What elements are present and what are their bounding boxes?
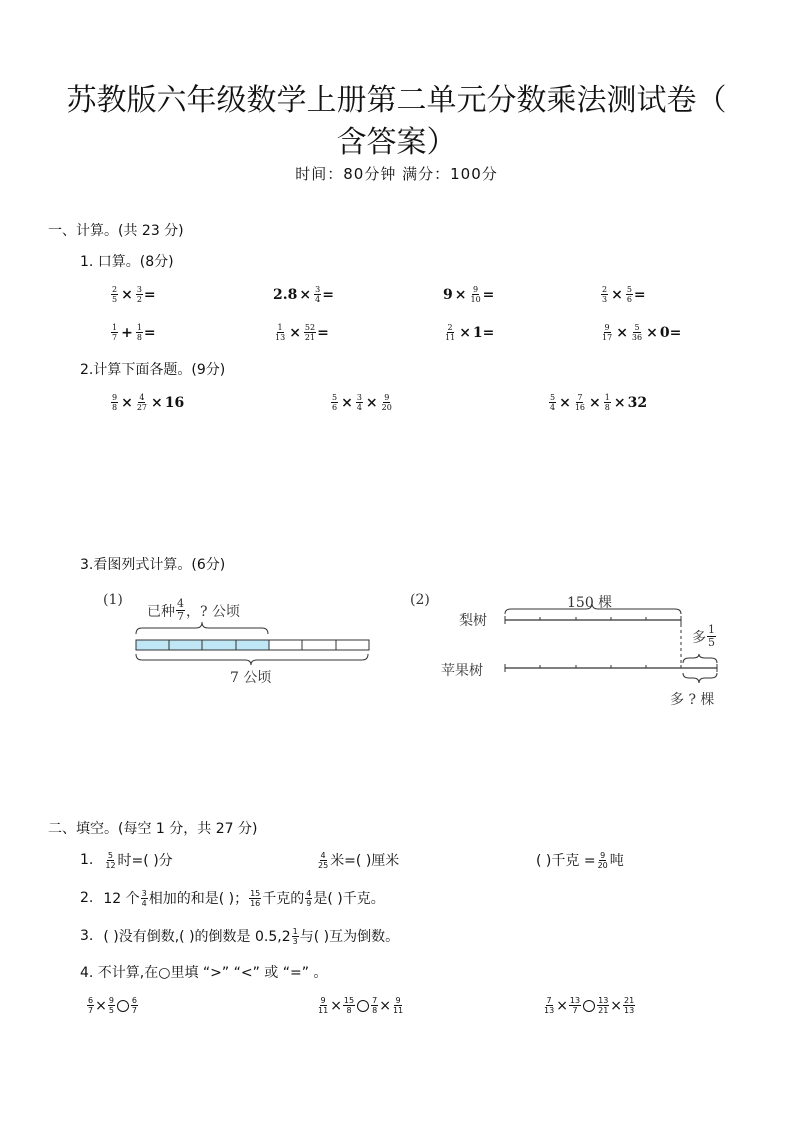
numerator: 1: [136, 323, 142, 332]
operator: ×: [611, 286, 623, 303]
question-number: 2.: [80, 890, 94, 906]
fraction: [444, 323, 456, 342]
operator: ×: [151, 394, 163, 411]
fig2-side-label: [692, 624, 717, 649]
operator: ×: [341, 394, 353, 411]
oral-calc-6: [273, 323, 329, 342]
fig2-bottom-label: 多 ? 棵: [670, 692, 715, 708]
numerator: 1: [604, 393, 610, 402]
number: 2.8: [273, 286, 298, 303]
fraction: [601, 323, 613, 342]
numerator: 6: [131, 996, 138, 1005]
oral-calc-5: [110, 323, 156, 342]
fraction: [274, 323, 286, 342]
denominator: 16: [250, 898, 261, 908]
numerator: 15: [250, 888, 261, 898]
question-text: 相加的和是( )；: [148, 891, 249, 907]
fraction: [317, 996, 329, 1015]
equals: =: [482, 286, 495, 303]
denominator: 8: [604, 403, 610, 412]
numerator: 3: [356, 393, 362, 402]
oral-calc-2: [273, 285, 334, 304]
fraction: [381, 393, 393, 412]
numerator: 7: [577, 393, 583, 402]
fraction: [136, 285, 143, 304]
numerator: 13: [598, 996, 609, 1005]
numerator: 2: [602, 285, 608, 294]
equals: =: [482, 324, 495, 341]
denominator: 3: [602, 295, 608, 304]
fraction: [249, 889, 261, 908]
fill-q1-a: [80, 850, 173, 870]
fraction: [136, 323, 143, 342]
denominator: 13: [275, 333, 286, 342]
equals: =: [143, 324, 156, 341]
numerator: 7: [372, 996, 378, 1005]
fraction: [569, 996, 581, 1015]
denominator: 7: [177, 610, 184, 623]
numerator: 4: [306, 888, 312, 898]
fig2-tag: (2): [410, 592, 430, 608]
compare-circle-blank[interactable]: [357, 1000, 369, 1012]
compare-circle-blank[interactable]: [117, 1000, 129, 1012]
denominator: 20: [597, 860, 608, 870]
numerator: 9: [395, 996, 401, 1005]
denominator: 20: [381, 403, 392, 412]
operator: ×: [330, 997, 342, 1014]
fig2-row-apple: 苹果树: [441, 663, 483, 679]
numerator: 3: [141, 888, 147, 898]
numerator: 1: [277, 323, 283, 332]
operator: ×: [610, 997, 623, 1014]
denominator: 21: [304, 333, 316, 342]
exam-meta: 时间：80分钟 满分：100分: [295, 165, 498, 183]
denominator: 5: [108, 1006, 114, 1015]
fraction: [626, 285, 633, 304]
fraction: [104, 851, 116, 870]
operator: ×: [616, 324, 628, 341]
equals: =: [143, 286, 156, 303]
denominator: 4: [141, 898, 147, 908]
denominator: 7: [131, 1006, 138, 1015]
numerator: 5: [626, 285, 632, 294]
q2-label: 2.计算下面各题。(9分): [80, 362, 226, 378]
equals: =: [633, 286, 646, 303]
fig1-tag: (1): [103, 592, 123, 608]
fraction: [392, 996, 404, 1015]
section1-heading: 一、计算。(共 23 分): [48, 223, 184, 239]
numerator: 6: [88, 996, 94, 1005]
calc-item-3: [548, 393, 647, 412]
compare-item-1: [86, 996, 139, 1015]
fraction: [87, 996, 94, 1015]
calc-item-2: [330, 393, 394, 412]
fraction: [549, 393, 556, 412]
fig2-top-label: 150 棵: [567, 595, 613, 611]
denominator: 8: [136, 333, 142, 342]
denominator: 11: [445, 333, 456, 342]
calc-item-1: [110, 393, 184, 412]
fraction: [111, 393, 118, 412]
numerator: 9: [473, 285, 479, 294]
numerator: 21: [624, 996, 635, 1005]
question-text: 与( )互为倒数。: [299, 929, 400, 945]
operator: ×: [95, 997, 107, 1014]
fig2-row-pear: 梨树: [459, 613, 487, 629]
equals: =: [317, 324, 329, 341]
denominator: 4: [356, 403, 362, 412]
numerator: 9: [604, 323, 610, 332]
denominator: 5: [112, 295, 118, 304]
denominator: 16: [574, 403, 586, 412]
number: 0: [659, 324, 670, 341]
denominator: 8: [346, 1006, 352, 1015]
operator: ×: [289, 324, 301, 341]
fill-q1-c: [536, 850, 624, 870]
label-text: 已种: [147, 603, 175, 620]
numerator: 7: [546, 996, 552, 1005]
fraction: [111, 323, 118, 342]
numerator: 5: [332, 393, 338, 402]
fraction: [304, 323, 316, 342]
numerator: 9: [384, 393, 390, 402]
label-text: ，? 公顷: [186, 603, 240, 620]
fraction: [317, 851, 329, 870]
question-text: ( )千克 =: [536, 853, 596, 869]
fraction: [469, 285, 481, 304]
numerator: 4: [320, 850, 326, 860]
number: 1: [472, 324, 483, 341]
equals: =: [669, 324, 682, 341]
denominator: 11: [318, 1006, 329, 1015]
denominator: 3: [292, 936, 298, 946]
question-text: 是( )千克。: [313, 891, 385, 907]
question-text: 吨: [609, 853, 624, 869]
question-text: 时=( )分: [117, 853, 173, 869]
oral-calc-4: [600, 285, 646, 304]
operator: +: [121, 324, 133, 341]
operator: ×: [299, 286, 312, 303]
numerator: 5: [634, 323, 640, 332]
denominator: 13: [624, 1006, 635, 1015]
denominator: 12: [105, 860, 116, 870]
operator: ×: [379, 997, 391, 1014]
compare-item-2: [316, 996, 405, 1015]
numerator: 9: [108, 996, 114, 1005]
fraction: [601, 285, 608, 304]
oral-calc-7: [443, 323, 494, 342]
numerator: 52: [304, 323, 316, 332]
denominator: 11: [392, 1006, 404, 1015]
fraction: [305, 889, 312, 908]
numerator: 9: [600, 850, 606, 860]
fill-q4-label: 4. 不计算,在○里填 “>” “<” 或 “=” 。: [80, 965, 328, 981]
operator: ×: [121, 394, 133, 411]
question-text: ( )没有倒数,( )的倒数是 0.5,2: [103, 929, 291, 945]
numerator: 2: [447, 323, 453, 332]
denominator: 7: [112, 333, 118, 342]
denominator: 13: [544, 1006, 555, 1015]
page-title-line1: 苏教版六年级数学上册第二单元分数乘法测试卷（: [66, 83, 727, 118]
page-title-line2: 含答案）: [336, 125, 457, 160]
numerator: 5: [550, 393, 556, 402]
numerator: 4: [177, 597, 184, 610]
denominator: 8: [112, 403, 118, 412]
fraction: [574, 393, 586, 412]
denominator: 9: [306, 898, 312, 908]
denominator: 6: [626, 295, 632, 304]
operator: ×: [646, 324, 658, 341]
fraction: [108, 996, 115, 1015]
denominator: 2: [136, 295, 142, 304]
number: 32: [627, 394, 648, 411]
denominator: 5: [708, 636, 715, 649]
fig1-bar-diagram: [130, 620, 375, 665]
fraction: [314, 285, 321, 304]
fraction: [343, 996, 355, 1015]
number: 16: [164, 394, 185, 411]
denominator: 10: [470, 295, 481, 304]
numerator: 3: [315, 285, 321, 294]
numerator: 1: [112, 323, 118, 332]
numerator: 15: [343, 996, 355, 1005]
fraction: [543, 996, 555, 1015]
numerator: 1: [708, 623, 715, 636]
question-text: 米=( )厘米: [330, 853, 400, 869]
fraction: [623, 996, 635, 1015]
denominator: 27: [136, 403, 148, 412]
question-number: 1.: [80, 852, 94, 868]
operator: ×: [559, 394, 571, 411]
fraction: [604, 393, 611, 412]
section2-heading: 二、填空。(每空 1 分，共 27 分): [48, 821, 258, 837]
denominator: 25: [318, 860, 329, 870]
fraction: [631, 323, 643, 342]
fraction: [371, 996, 378, 1015]
denominator: 4: [315, 295, 321, 304]
numerator: 1: [292, 926, 298, 936]
fraction: [597, 851, 609, 870]
operator: ×: [589, 394, 601, 411]
numerator: 2: [112, 285, 118, 294]
numerator: 3: [136, 285, 142, 294]
denominator: 8: [372, 1006, 378, 1015]
fill-q2: [80, 888, 385, 908]
question-text: 12 个: [103, 891, 140, 907]
oral-calc-3: [443, 285, 494, 304]
fig1-bottom-label: 7 公顷: [230, 670, 272, 686]
label-text: 多: [692, 629, 706, 646]
denominator: 7: [88, 1006, 94, 1015]
fraction: [136, 393, 148, 412]
compare-item-3: [542, 996, 636, 1015]
compare-circle-blank[interactable]: [583, 1000, 595, 1012]
operator: ×: [454, 286, 467, 303]
operator: ×: [365, 394, 378, 411]
denominator: 21: [598, 1006, 609, 1015]
fraction: [597, 996, 609, 1015]
fraction: [356, 393, 363, 412]
fraction: [707, 624, 716, 649]
numerator: 13: [569, 996, 581, 1005]
operator: ×: [121, 286, 133, 303]
operator: ×: [613, 394, 626, 411]
q3-label: 3.看图列式计算。(6分): [80, 557, 226, 573]
q1-label: 1. 口算。(8分): [80, 254, 174, 270]
denominator: 7: [572, 1006, 578, 1015]
question-text: 千克的: [262, 891, 305, 907]
number: 9: [443, 286, 453, 303]
operator: ×: [556, 997, 568, 1014]
fill-q3: [80, 926, 399, 946]
oral-calc-8: [600, 323, 681, 342]
fraction: [292, 927, 299, 946]
denominator: 36: [631, 333, 643, 342]
fraction: [331, 393, 338, 412]
fraction: [111, 285, 118, 304]
numerator: 9: [112, 393, 118, 402]
question-number: 3.: [80, 928, 94, 944]
denominator: 17: [602, 333, 613, 342]
equals: =: [322, 286, 334, 303]
fraction: [141, 889, 148, 908]
numerator: 5: [107, 850, 113, 860]
fraction: [131, 996, 138, 1015]
operator: ×: [459, 324, 471, 341]
denominator: 4: [550, 403, 556, 412]
numerator: 9: [320, 996, 326, 1005]
numerator: 4: [139, 393, 145, 402]
fill-q1-b: [316, 850, 399, 870]
denominator: 6: [332, 403, 338, 412]
oral-calc-1: [110, 285, 156, 304]
